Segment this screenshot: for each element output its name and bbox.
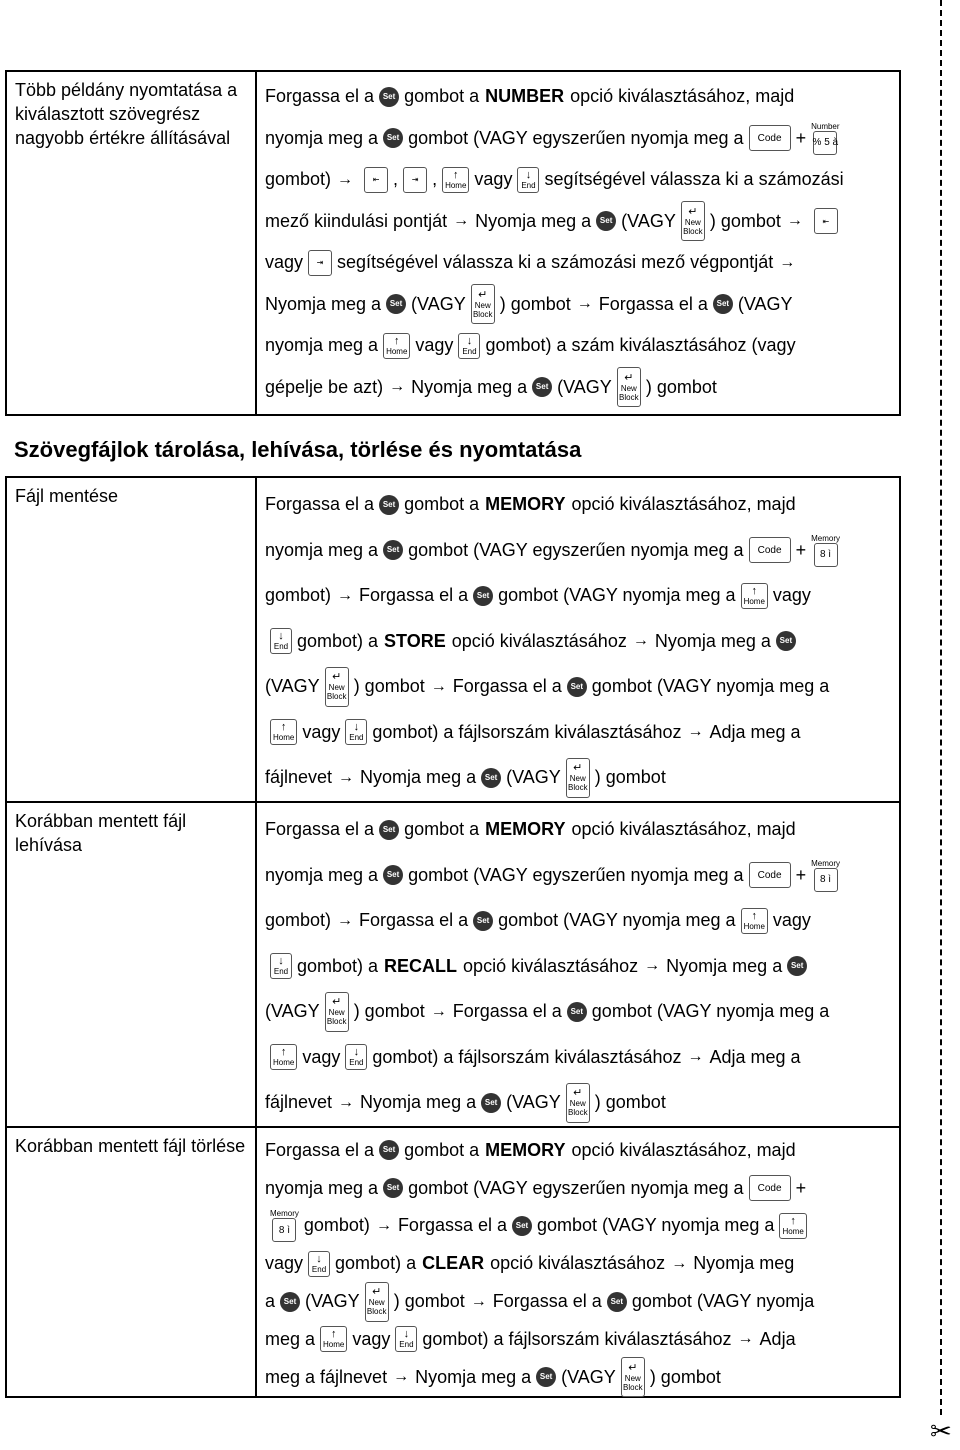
end-key-icon: ↓ End (395, 1326, 417, 1352)
set-key-icon: Set (713, 294, 733, 314)
end-key-icon: ↓ End (458, 333, 480, 359)
tab-left-key-icon: ⇤ (814, 208, 838, 234)
multi-copy-table (5, 70, 901, 416)
step-line: ↓ End gombot) a RECALL opció kiválasztásához → Nyomja meg a Set (265, 944, 899, 990)
step-line: mező kiindulási pontját → Nyomja meg a Set (VAGY ↵ New Block ) gombot → ⇤ (265, 201, 899, 243)
end-key-icon: ↓ End (308, 1251, 330, 1277)
step-line: gombot) → Forgassa el a Set gombot (VAGY nyomja meg a ↑ Home vagy (265, 573, 899, 619)
arrow-icon: → (671, 1254, 688, 1272)
save-steps (256, 477, 900, 802)
step-line: Forgassa el a Set gombot a MEMORY opció kiválasztásához, majd (265, 1139, 796, 1160)
home-key-icon: ↑ Home (270, 719, 297, 745)
clear-label: Korábban mentett fájl törlése (6, 1127, 256, 1398)
step-line: vagy ↓ End gombot) a CLEAR opció kiválasztásához → Nyomja meg (265, 1245, 899, 1283)
scissors-icon: ✂ (930, 1416, 952, 1446)
arrow-icon: → (632, 632, 649, 650)
new-block-key-icon: ↵ New Block (325, 667, 349, 707)
step-line: Forgassa el a Set gombot a MEMORY opció kiválasztásához, majd (265, 494, 796, 515)
arrow-icon: → (737, 1330, 754, 1348)
step-line: (VAGY ↵ New Block ) gombot → Forgassa el a Set gombot (VAGY nyomja meg a (265, 989, 899, 1035)
arrow-icon: → (338, 768, 355, 786)
multi-copy-steps (256, 71, 900, 415)
set-key-icon: Set (383, 540, 403, 560)
set-key-icon: Set (481, 1093, 501, 1113)
end-key-icon: ↓ End (345, 1044, 367, 1070)
multi-copy-label: Több példány nyomtatása a kiválasztott szövegrész nagyobb értékre állításával (6, 71, 256, 415)
set-key-icon: Set (532, 377, 552, 397)
set-key-icon: Set (383, 128, 403, 148)
end-key-icon: ↓ End (270, 953, 292, 979)
set-key-icon: Set (280, 1292, 300, 1312)
step-line: gombot) → ⇤ , ⇥ , ↑ Home vagy ↓ End segítségével válassza ki a számozási (265, 159, 899, 201)
home-key-icon: ↑ Home (442, 167, 469, 193)
home-key-icon: ↑ Home (383, 333, 410, 359)
number-key-icon: Number % 5 à (811, 122, 839, 155)
arrow-icon: → (644, 957, 661, 975)
end-key-icon: ↓ End (345, 719, 367, 745)
arrow-icon: → (430, 1002, 447, 1020)
arrow-icon: → (576, 295, 593, 313)
step-line: nyomja meg a Set gombot (VAGY egyszerűen nyomja meg a Code + Number % 5 à (265, 118, 899, 160)
step-line: fájlnevet → Nyomja meg a Set (VAGY ↵ New Block ) gombot (265, 1080, 899, 1126)
arrow-icon: → (687, 723, 704, 741)
step-line: a Set (VAGY ↵ New Block ) gombot → Forgassa el a Set gombot (VAGY nyomja (265, 1283, 899, 1321)
recall-steps (256, 802, 900, 1127)
set-key-icon: Set (567, 677, 587, 697)
section-heading: Szövegfájlok tárolása, lehívása, törlése és nyomtatása (14, 437, 582, 462)
arrow-icon: → (389, 378, 406, 396)
step-line: Forgassa el a Set gombot a NUMBER opció kiválasztásához, majd (265, 86, 795, 107)
file-ops-table (5, 476, 901, 1398)
arrow-icon: → (337, 586, 354, 604)
step-line: Forgassa el a Set gombot a MEMORY opció kiválasztásához, majd (265, 819, 796, 840)
arrow-icon: → (375, 1216, 392, 1234)
set-key-icon: Set (386, 294, 406, 314)
arrow-icon: → (779, 253, 796, 271)
set-key-icon: Set (512, 1216, 532, 1236)
set-key-icon: Set (607, 1292, 627, 1312)
home-key-icon: ↑ Home (779, 1213, 806, 1239)
arrow-icon: → (338, 1093, 355, 1111)
step-line: vagy ⇥ segítségével válassza ki a számozási mező végpontját → (265, 242, 899, 284)
memory-key-icon: Memory 8 ì (811, 534, 840, 567)
set-key-icon: Set (596, 211, 616, 231)
save-label: Fájl mentése (6, 477, 256, 802)
set-key-icon: Set (473, 911, 493, 931)
home-key-icon: ↑ Home (741, 908, 768, 934)
step-line: ↓ End gombot) a STORE opció kiválasztásához → Nyomja meg a Set (265, 619, 899, 665)
arrow-icon: → (453, 212, 470, 230)
recall-label: Korábban mentett fájl lehívása (6, 802, 256, 1127)
new-block-key-icon: ↵ New Block (681, 201, 705, 241)
arrow-icon: → (393, 1368, 410, 1386)
memory-key-icon: Memory 8 ì (811, 859, 840, 892)
step-line: Nyomja meg a Set (VAGY ↵ New Block ) gombot → Forgassa el a Set (VAGY (265, 284, 899, 326)
new-block-key-icon: ↵ New Block (617, 367, 641, 407)
set-key-icon: Set (379, 820, 399, 840)
arrow-icon: → (337, 911, 354, 929)
set-key-icon: Set (473, 586, 493, 606)
set-key-icon: Set (787, 956, 807, 976)
cut-line (940, 0, 942, 1415)
set-key-icon: Set (481, 768, 501, 788)
arrow-icon: → (687, 1048, 704, 1066)
step-line: meg a ↑ Home vagy ↓ End gombot) a fájlsorszám kiválasztásához → Adja (265, 1320, 899, 1358)
set-key-icon: Set (379, 495, 399, 515)
step-line: nyomja meg a ↑ Home vagy ↓ End gombot) a szám kiválasztásához (vagy (265, 325, 899, 367)
code-key-icon: Code (749, 862, 791, 888)
tab-right-key-icon: ⇥ (403, 167, 427, 193)
home-key-icon: ↑ Home (270, 1044, 297, 1070)
new-block-key-icon: ↵ New Block (471, 284, 495, 324)
step-line: meg a fájlnevet → Nyomja meg a Set (VAGY ↵ New Block ) gombot (265, 1358, 899, 1396)
step-line: ↑ Home vagy ↓ End gombot) a fájlsorszám kiválasztásához → Adja meg a (265, 1035, 899, 1081)
new-block-key-icon: ↵ New Block (325, 992, 349, 1032)
tab-right-key-icon: ⇥ (308, 250, 332, 276)
set-key-icon: Set (567, 1002, 587, 1022)
step-line: gépelje be azt) → Nyomja meg a Set (VAGY ↵ New Block ) gombot (265, 367, 899, 409)
arrow-icon: → (470, 1292, 487, 1310)
set-key-icon: Set (379, 1140, 399, 1160)
end-key-icon: ↓ End (517, 167, 539, 193)
home-key-icon: ↑ Home (741, 583, 768, 609)
end-key-icon: ↓ End (270, 628, 292, 654)
step-line: ↑ Home vagy ↓ End gombot) a fájlsorszám kiválasztásához → Adja meg a (265, 710, 899, 756)
new-block-key-icon: ↵ New Block (365, 1282, 389, 1322)
step-line: (VAGY ↵ New Block ) gombot → Forgassa el a Set gombot (VAGY nyomja meg a (265, 664, 899, 710)
step-line: Memory 8 ì gombot) → Forgassa el a Set gombot (VAGY nyomja meg a ↑ Home (265, 1207, 899, 1245)
arrow-icon: → (430, 677, 447, 695)
arrow-icon: → (786, 212, 803, 230)
set-key-icon: Set (379, 87, 399, 107)
new-block-key-icon: ↵ New Block (621, 1357, 645, 1397)
home-key-icon: ↑ Home (320, 1326, 347, 1352)
set-key-icon: Set (383, 1178, 403, 1198)
set-key-icon: Set (383, 865, 403, 885)
code-key-icon: Code (749, 1175, 791, 1201)
code-key-icon: Code (749, 537, 791, 563)
arrow-icon: → (337, 170, 354, 188)
memory-key-icon: Memory 8 ì (270, 1209, 299, 1242)
clear-steps (256, 1127, 900, 1398)
set-key-icon: Set (536, 1367, 556, 1387)
step-line: fájlnevet → Nyomja meg a Set (VAGY ↵ New Block ) gombot (265, 755, 899, 801)
step-line: nyomja meg a Set gombot (VAGY egyszerűen nyomja meg a Code + (265, 1169, 899, 1207)
code-key-icon: Code (749, 125, 791, 151)
tab-left-key-icon: ⇤ (364, 167, 388, 193)
step-line: nyomja meg a Set gombot (VAGY egyszerűen nyomja meg a Code + Memory 8 ì (265, 853, 899, 899)
step-line: nyomja meg a Set gombot (VAGY egyszerűen nyomja meg a Code + Memory 8 ì (265, 528, 899, 574)
step-line: gombot) → Forgassa el a Set gombot (VAGY nyomja meg a ↑ Home vagy (265, 898, 899, 944)
new-block-key-icon: ↵ New Block (566, 1083, 590, 1123)
set-key-icon: Set (776, 631, 796, 651)
new-block-key-icon: ↵ New Block (566, 758, 590, 798)
